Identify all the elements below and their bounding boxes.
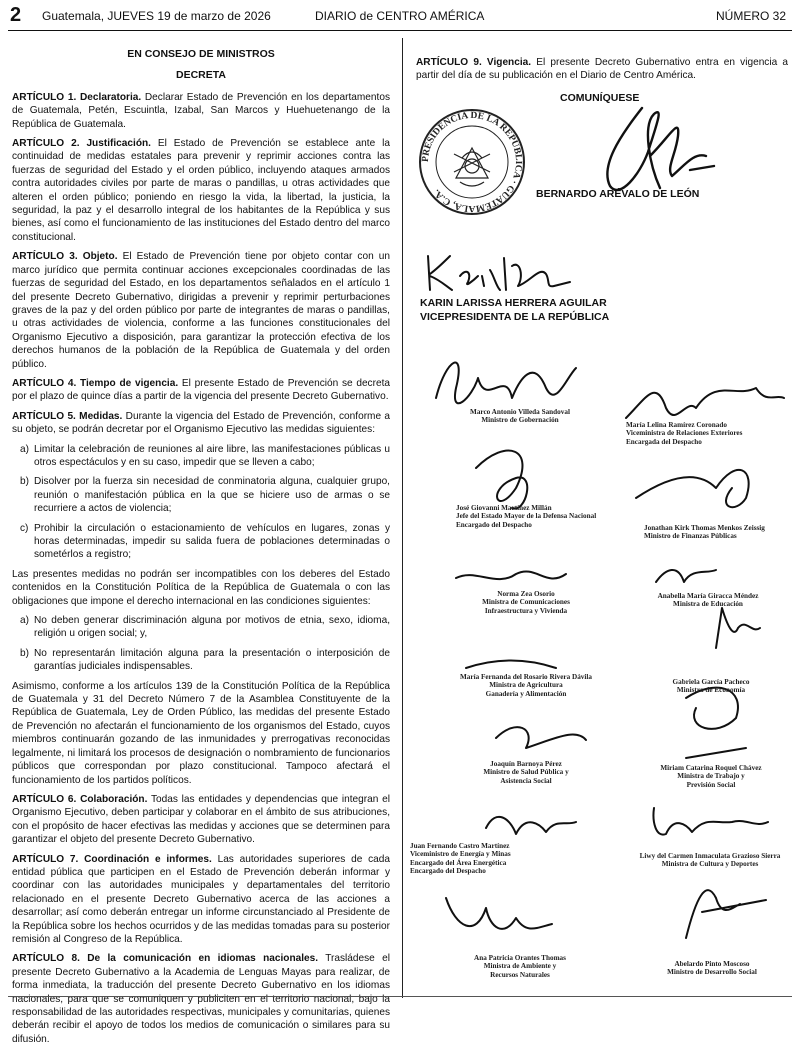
closing-paragraph: Asimismo, conforme a los artículos 139 de la Constitución Política de la República de Guatemala y 31 del Decreto Número 7 de la Asamblea Constituyente de la República de Guatemala, Ley de Orden Público, las medidas del presente Estado de Prevención no afectarán el funcionamiento de los organismos del Estado, cuyos miembros continuarán gozando de las inmunidades y prerrogativas reconocidas legalmente, ni limitará los procesos de designación o nombramiento de funcionarios públicos que correspondan por plazo constitucional. Tampoco afectará el funcionamiento de los partidos políticos. [12, 680, 390, 786]
comuniquese-heading: COMUNÍQUESE [560, 92, 640, 104]
measures-list [12, 443, 390, 562]
article-text: El presente Estado de Prevención se decreta por el plazo de quince días a partir de la vigencia del presente Decreto Gubernativo. [12, 377, 390, 403]
article-heading: ARTÍCULO 9. Vigencia. [416, 57, 532, 68]
minister-title: Ministro de Salud Pública y [483, 768, 569, 777]
vicepresident-signature-icon [420, 246, 580, 296]
minister-title: Asistencia Social [500, 776, 552, 785]
list-letter: b) [20, 476, 29, 488]
minister-4 [644, 524, 788, 541]
minister-title: Infraestructura y Vivienda [484, 606, 568, 615]
seal-text: PRESIDENCIA DE LA REPÚBLICA · GUATEMALA, C.A. [420, 110, 524, 214]
minister-11 [410, 842, 610, 876]
minister-7 [436, 673, 616, 698]
page-header [0, 0, 800, 34]
vicepresident-title: VICEPRESIDENTA DE LA REPÚBLICA [420, 311, 610, 323]
minister-name: María Fernanda del Rosario Rivera Dávila [460, 673, 592, 681]
signature-7-icon [466, 661, 556, 669]
article-8 [12, 952, 390, 1046]
minister-title: Encargado del Área Energética [410, 858, 507, 867]
minister-title: Previsión Social [686, 780, 736, 789]
issue-date: Guatemala, JUEVES 19 de marzo de 2026 [42, 9, 271, 23]
minister-12 [628, 852, 792, 869]
minister-5 [436, 590, 616, 615]
decrees-heading: DECRETA [176, 69, 226, 82]
minister-3 [456, 504, 636, 529]
minister-10 [636, 764, 786, 789]
signature-2-icon [626, 388, 784, 418]
minister-8 [636, 678, 786, 695]
minister-9 [436, 760, 616, 785]
list-item [12, 522, 390, 562]
minister-2 [626, 421, 794, 446]
vicepresident-name: KARIN LARISSA HERRERA AGUILAR [420, 297, 607, 309]
signature-11-icon [486, 817, 576, 834]
minister-title: Jefe del Estado Mayor de la Defensa Nacional [456, 512, 597, 521]
minister-title: Ministra de Economía [676, 686, 746, 695]
article-text: Declarar Estado de Prevención en los departamentos de Guatemala, Petén, Escuintla, Izabal, San Marcos y Huehuetenango de la República de Guatemala. [12, 91, 391, 130]
signature-4-icon [636, 470, 749, 507]
minister-title: Recursos Naturales [490, 970, 550, 979]
minister-name: Abelardo Pinto Moscoso [674, 960, 750, 968]
minister-name: Gabriela García Pacheco [672, 678, 750, 686]
left-column [12, 42, 390, 1052]
minister-title: Encargada del Despacho [626, 437, 702, 446]
signature-9-icon [496, 727, 586, 748]
minister-name: Juan Fernando Castro Martínez [410, 842, 510, 850]
header-rule [8, 30, 792, 31]
article-heading: ARTÍCULO 7. Coordinación e informes. [12, 853, 212, 865]
issue-number: NÚMERO 32 [715, 9, 786, 23]
article-heading: ARTÍCULO 3. Objeto. [12, 251, 118, 263]
article-heading: ARTÍCULO 6. Colaboración. [12, 793, 148, 805]
minister-name: Jonathan Kirk Thomas Menkos Zeissig [644, 524, 765, 532]
minister-title: Viceministra de Relaciones Exteriores [626, 429, 743, 438]
council-heading: EN CONSEJO DE MINISTROS [127, 48, 275, 60]
article-3 [12, 250, 390, 371]
minister-name: José Giovanni Martínez Millán [456, 504, 552, 512]
article-text: Todas las entidades y dependencias que integran el Organismo Ejecutivo, deben participar y colaborar en el ámbito de sus atribuciones, con el propósito de hacer efectivas las medidas y acciones que se determinen para garantizar el objeto del presente Decreto Gubernativo. [12, 793, 390, 846]
list-letter: b) [20, 647, 29, 659]
article-2 [12, 137, 390, 244]
article-text: El Estado de Prevención tiene por objeto contar con un marco jurídico que permita continuar acciones excepcionales coordinadas de las fuerzas de seguridad del Estado, en los departamentos señalados en el artículo 1 del presente Decreto Gubernativo, dirigidas a prevenir y reprimir perturbaciones graves de la paz y del orden público por parte de integrantes de maras o pandillas, u otras actividades de violencia, conforme a las funciones constitucionales del Organismo Ejecutivo a disposición, para garantizar la protección efectiva de los derechos humanos de la población de la República de Guatemala y del orden público. [12, 251, 391, 370]
president-name: BERNARDO ARÉVALO DE LEÓN [536, 188, 700, 200]
article-heading: ARTÍCULO 1. Declaratoria. [12, 91, 142, 103]
list-text: Prohibir la circulación o estacionamiento de vehículos en lugares, zonas y horas determinadas, impedir su salida fuera de poblaciones determinadas o sometérlos a registro; [34, 522, 390, 561]
coat-of-arms-icon [454, 148, 490, 186]
minister-6 [628, 592, 788, 609]
list-letter: a) [20, 615, 29, 627]
signature-1-icon [436, 363, 576, 404]
minister-1 [430, 408, 610, 425]
signature-3-icon [476, 451, 527, 509]
minister-name: María Lelina Ramírez Coronado [626, 421, 727, 429]
minister-name: Joaquín Barnoya Pérez [490, 760, 562, 768]
article-1 [12, 91, 390, 131]
article-5 [12, 410, 390, 437]
minister-title: Ministra de Cultura y Deportes [661, 860, 759, 869]
minister-name: Marco Antonio Villeda Sandoval [470, 408, 570, 416]
article-9 [416, 56, 788, 83]
minister-name: Liwy del Carmen Inmaculata Grazioso Sierra [639, 852, 781, 860]
minister-title: Ministro de Gobernación [481, 416, 559, 425]
list-item [12, 475, 390, 515]
list-letter: c) [20, 522, 29, 534]
list-item [12, 443, 390, 470]
minister-title: Ganadería y Alimentación [485, 689, 567, 698]
column-divider [402, 38, 403, 998]
signature-8-icon [716, 608, 760, 648]
minister-title: Viceministro de Energía y Minas [410, 850, 511, 859]
signature-13-icon [446, 898, 552, 929]
newspaper-title: DIARIO de CENTRO AMÉRICA [315, 9, 485, 23]
article-heading: ARTÍCULO 4. Tiempo de vigencia. [12, 377, 179, 389]
article-text: Las autoridades superiores de cada entidad pública que participen en el Estado de Prevención deberán informar y coordinar con las autoridades municipales y departamentales del territorio relacionado en el presente Decreto Gubernativo acerca de las acciones a desarrollar; así como deberán entregar un informe circunstanciado al Presidente de la República sobre los hechos ocurridos y de las medidas tomadas para su posterior remisión al Congreso de la República. [12, 853, 390, 945]
list-text: Disolver por la fuerza sin necesidad de conminatoria alguna, cualquier grupo, reunión o manifestación pública en la que se hiciere uso de armas o se recurriere a actos de violencia; [34, 476, 390, 515]
page-number: 2 [10, 4, 22, 26]
minister-title: Ministro de Desarrollo Social [667, 968, 757, 977]
article-text: El presente Decreto Gubernativo entra en vigencia a partir del día de su publicación en el Diario de Centro América. [416, 57, 789, 82]
list-item [12, 614, 390, 641]
article-4 [12, 377, 390, 404]
minister-name: Miriam Catarina Roquel Chávez [660, 764, 762, 772]
minister-13 [430, 954, 610, 979]
footer-rule [8, 996, 792, 997]
minister-title: Ministro de Finanzas Públicas [644, 532, 737, 541]
article-heading: ARTÍCULO 5. Medidas. [12, 410, 123, 422]
article-text: Durante la vigencia del Estado de Prevención, conforme a su objeto, se podrán decretar por el Organismo Ejecutivo las medidas siguientes: [12, 410, 390, 436]
signature-12-icon [654, 808, 769, 835]
conditions-list [12, 614, 390, 674]
signature-14-icon [686, 890, 766, 938]
article-6 [12, 793, 390, 847]
article-text: El Estado de Prevención se establece ante la continuidad de medidas estatales para prevenir y reprimir acciones contra las fuerzas de seguridad del Estado y el orden público, incluyendo ataques armados contra autoridades civiles por parte de maras o pandillas, u otras actividades que alteren el orden público; poniendo en riesgo la vida, la libertad, la justicia, la seguridad, la paz y el desarrollo integral de los habitantes de la República y sus bienes, así como el funcionamiento de las instituciones del Estado dentro del marco constitucional. [12, 138, 390, 243]
minister-title: Ministra de Educación [673, 600, 743, 609]
article-heading: ARTÍCULO 8. De la comunicación en idiomas nacionales. [12, 953, 319, 965]
article-7 [12, 853, 390, 947]
minister-title: Ministra de Trabajo y [677, 772, 745, 781]
signature-10-icon [686, 688, 746, 758]
minister-14 [632, 960, 792, 977]
article-heading: ARTÍCULO 2. Justificación. [12, 138, 151, 150]
minister-title: Ministra de Ambiente y [483, 962, 557, 971]
minister-name: Ana Patricia Orantes Thomas [474, 954, 566, 962]
minister-title: Ministra de Agricultura [489, 681, 563, 690]
article-text: Trasládese el presente Decreto Gubernativo a la Academia de Lenguas Mayas para realizar, de forma inmediata, la traducción del presente Decreto Gubernativo en los idiomas nacionales, para que se comuniquen y publiciten en el territorio nacional, bajo la responsabilidad de las autoridades respectivas, municipales y comunitarias, quienes deberán recibir el apoyo de todos los medios de comunicación o similares para su difusión. [12, 953, 391, 1045]
minister-title: Encargado del Despacho [456, 520, 532, 529]
list-item [12, 647, 390, 674]
minister-title: Ministra de Comunicaciones [482, 598, 570, 607]
signature-5-icon [456, 571, 566, 579]
minister-name: Anabella María Giracca Méndez [657, 592, 759, 600]
list-text: No representarán limitación alguna para la presentación o interposición de garantías judiciales indispensables. [34, 647, 390, 673]
minister-title: Encargado del Despacho [410, 867, 486, 876]
list-text: No deben generar discriminación alguna por motivos de etnia, sexo, idioma, religión u origen social; y, [34, 615, 390, 640]
signature-6-icon [656, 570, 716, 582]
list-letter: a) [20, 443, 29, 455]
list-text: Limitar la celebración de reuniones al aire libre, las manifestaciones públicas u otros espectáculos y en su caso, impedir que se lleven a cabo; [34, 443, 390, 468]
measures-note: Las presentes medidas no podrán ser incompatibles con los deberes del Estado contenidos en la Constitución Política de la República de Guatemala o con las obligaciones que impone el derecho internacional en las condiciones siguientes: [12, 568, 390, 607]
presidential-seal [416, 106, 528, 218]
vicepresident-block [420, 296, 609, 324]
minister-name: Norma Zea Osorio [497, 590, 555, 598]
